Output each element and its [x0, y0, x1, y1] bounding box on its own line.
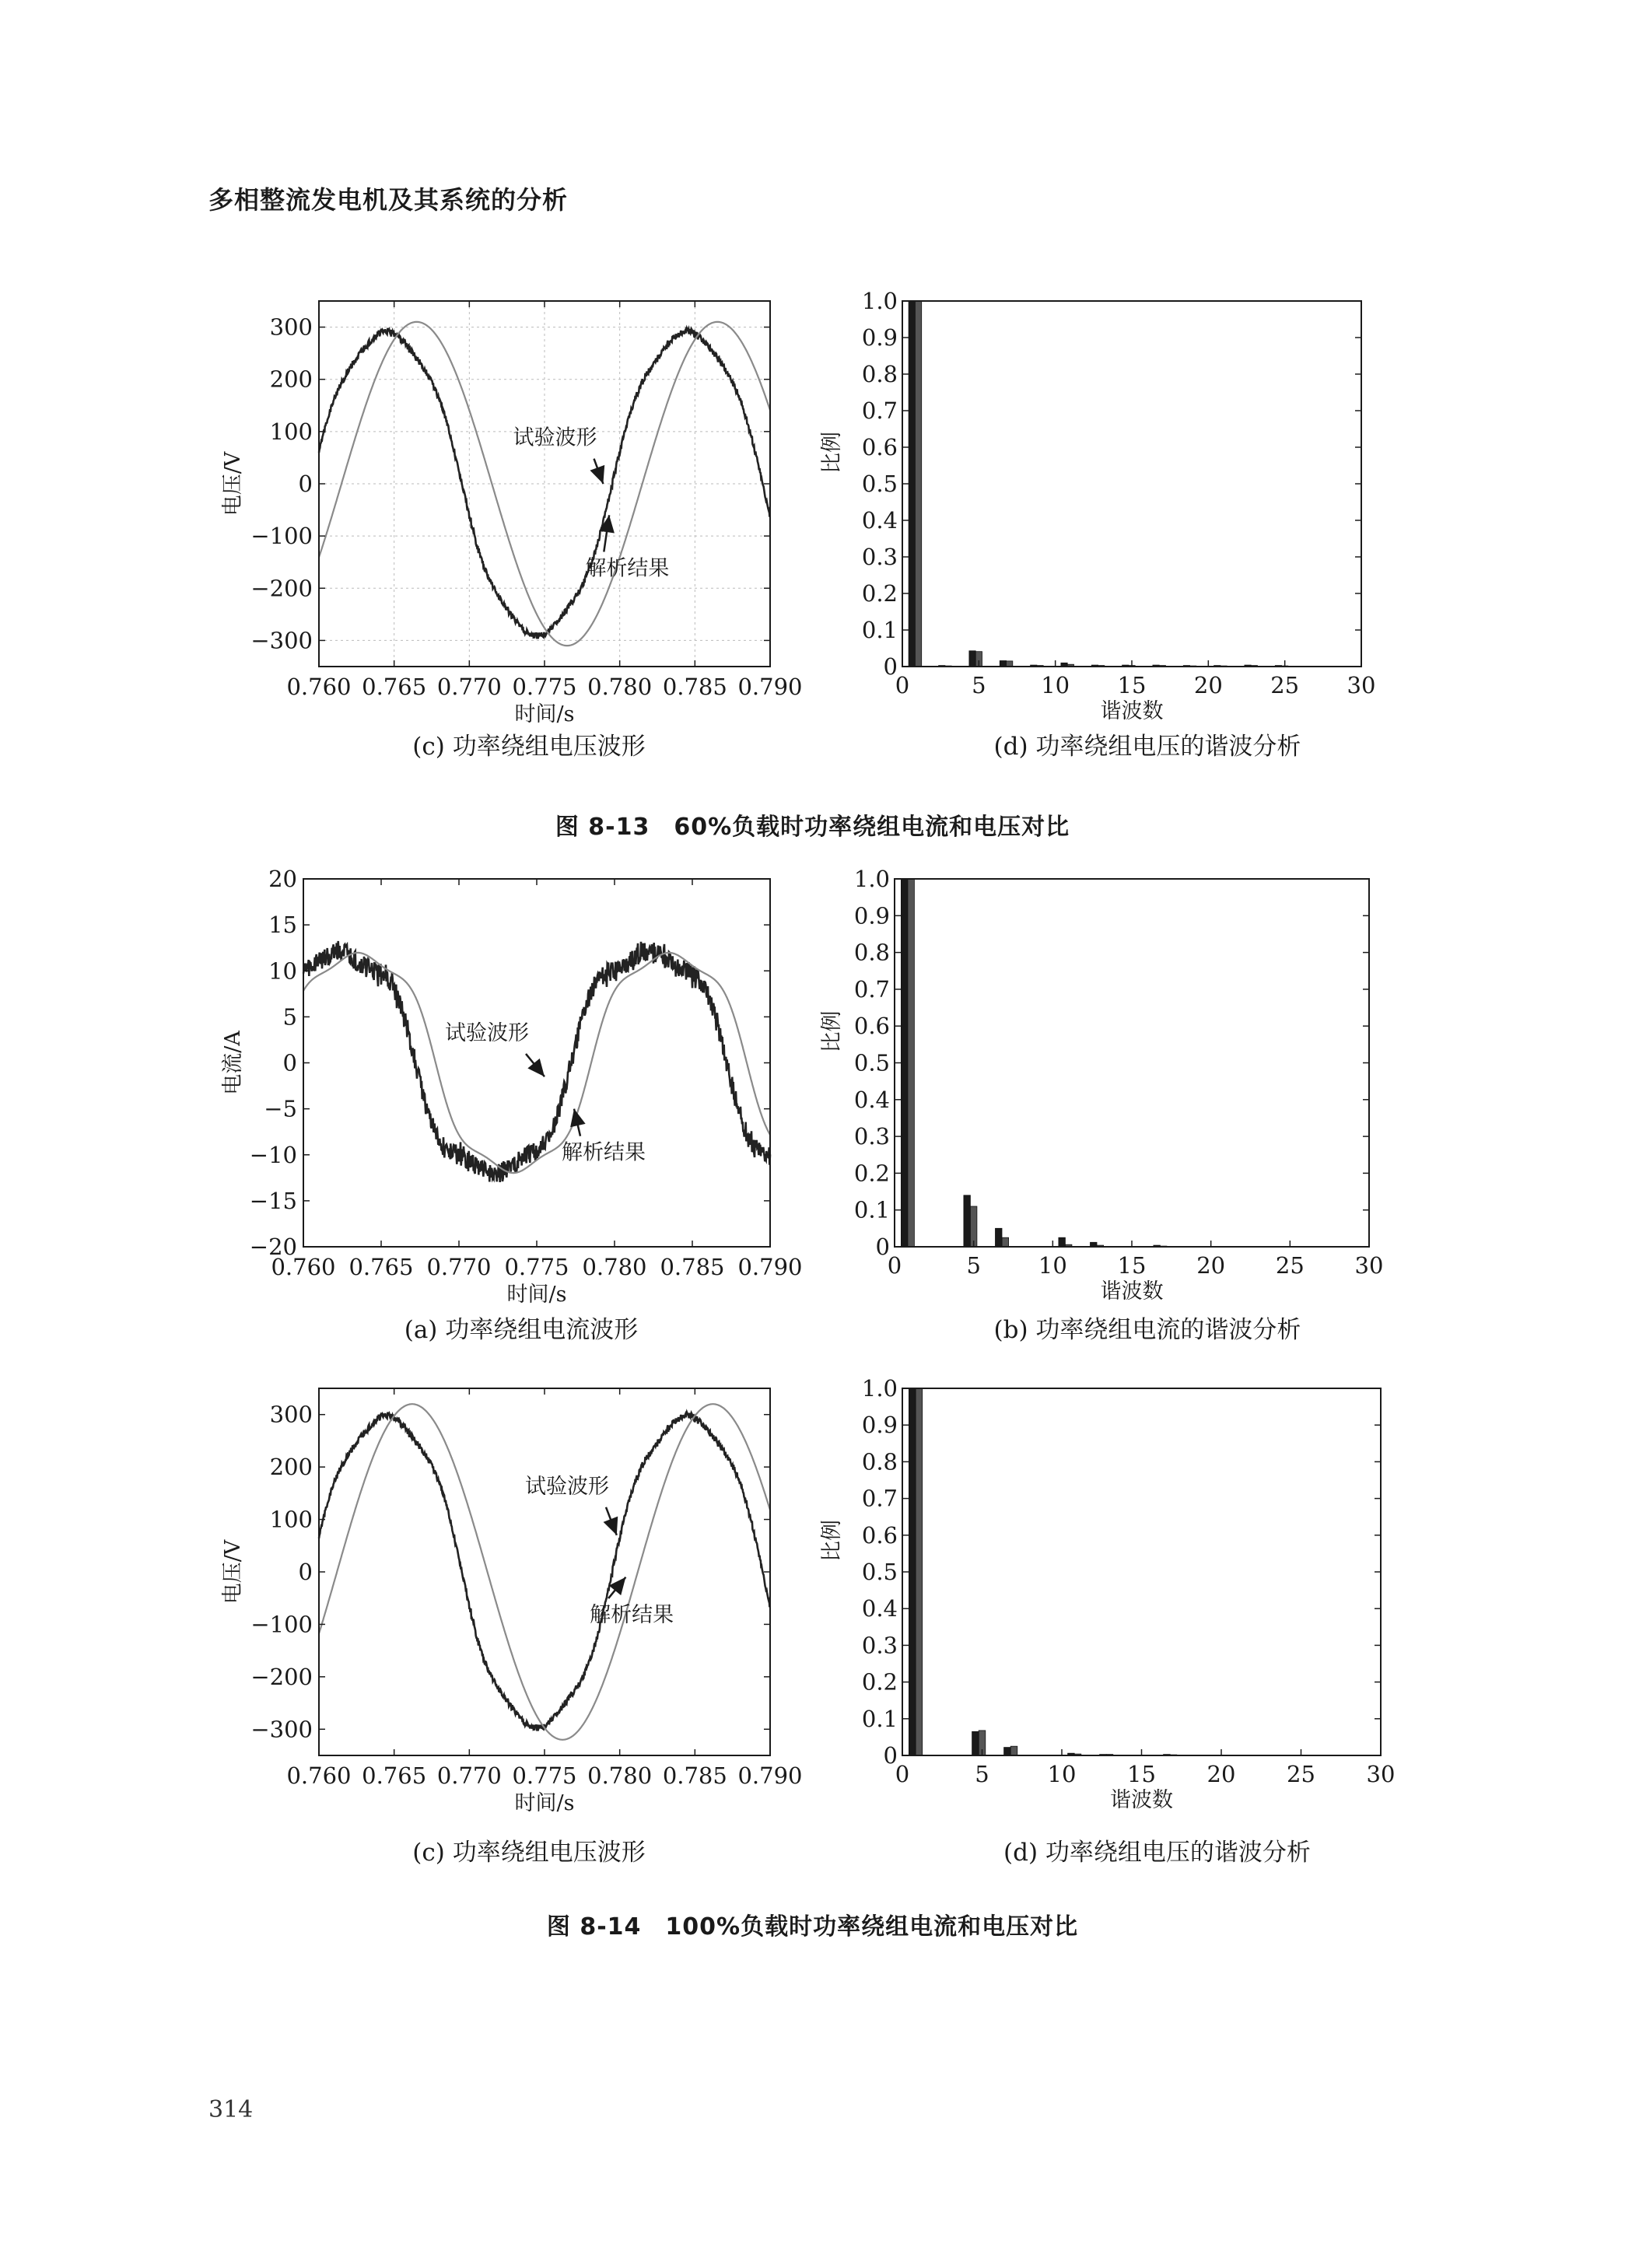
y-tick-label: 0.4	[861, 507, 898, 534]
y-tick-label: 200	[269, 1454, 313, 1481]
annotation-label: 解析结果	[562, 1140, 646, 1165]
y-tick-label: 0.8	[861, 1448, 898, 1475]
y-tick-label: 0.2	[861, 580, 898, 607]
bar-h5-experimental	[969, 651, 975, 667]
y-tick-label: −10	[249, 1141, 297, 1168]
y-tick-label: 300	[269, 313, 313, 341]
y-tick-label: 0.7	[861, 397, 898, 424]
bar-h7-analytical	[1010, 1746, 1017, 1755]
annotation-label: 试验波形	[525, 1474, 609, 1499]
y-tick-label: 0.4	[853, 1086, 890, 1113]
y-tick-label: −100	[250, 1611, 313, 1638]
annotation-label: 试验波形	[445, 1020, 529, 1045]
subfigure-caption: (c) 功率绕组电压波形	[412, 1839, 646, 1867]
x-tick-label: 0.790	[737, 1762, 803, 1789]
y-tick-label: 300	[269, 1401, 313, 1428]
y-axis-label: 比例	[820, 1010, 844, 1053]
y-tick-label: 0.5	[861, 1559, 898, 1585]
x-tick-label: 25	[1270, 672, 1300, 698]
series-line-analytical	[319, 1404, 770, 1740]
y-tick-label: 0.9	[853, 902, 890, 929]
x-tick-label: 5	[972, 672, 986, 698]
y-tick-label: 0.1	[861, 617, 898, 643]
subfigure-caption: (a) 功率绕组电流波形	[404, 1316, 639, 1344]
y-tick-label: 0	[883, 653, 898, 680]
x-tick-label: 0	[895, 672, 910, 698]
y-tick-label: 0.8	[853, 939, 890, 966]
x-tick-label: 15	[1117, 1252, 1147, 1279]
x-tick-label: 0.770	[426, 1254, 492, 1280]
x-tick-label: 0.780	[582, 1254, 647, 1280]
x-axis-label: 时间/s	[514, 1791, 575, 1815]
y-tick-label: 0.4	[861, 1595, 898, 1622]
plot-frame	[895, 879, 1369, 1247]
y-tick-label: −5	[264, 1095, 297, 1122]
y-tick-label: −100	[250, 523, 313, 550]
annotation-label: 试验波形	[513, 425, 597, 450]
annotation-label: 解析结果	[590, 1603, 674, 1628]
plot-area	[221, 301, 803, 726]
subfigure-caption: (d) 功率绕组电压的谐波分析	[993, 733, 1301, 761]
y-tick-label: 0.3	[861, 1632, 898, 1659]
y-axis-label: 比例	[820, 432, 844, 474]
x-tick-label: 25	[1275, 1252, 1305, 1279]
figure-8-13-caption: 图 8-13 60%负载时功率绕组电流和电压对比	[555, 814, 1070, 841]
x-tick-label: 0	[895, 1761, 910, 1787]
x-tick-label: 10	[1047, 1761, 1077, 1787]
bar-h1-experimental	[901, 879, 908, 1247]
annotation-arrow-head	[604, 1517, 618, 1535]
y-tick-label: 0.9	[861, 1412, 898, 1439]
y-tick-label: 0.5	[861, 471, 898, 497]
y-axis-label: 电压/V	[221, 451, 245, 516]
y-tick-label: 0	[282, 1049, 297, 1076]
x-tick-label: 5	[966, 1252, 981, 1279]
plot-frame	[902, 1388, 1381, 1755]
y-tick-label: 1.0	[861, 1375, 898, 1402]
y-tick-label: 0.6	[861, 434, 898, 460]
y-tick-label: 100	[269, 1506, 313, 1533]
x-tick-label: 10	[1041, 672, 1070, 698]
x-tick-label: 0.770	[436, 1762, 502, 1789]
x-tick-label: 20	[1206, 1761, 1236, 1787]
x-tick-label: 0	[887, 1252, 902, 1279]
x-tick-label: 0.765	[362, 674, 427, 700]
x-tick-label: 0.760	[286, 674, 352, 700]
x-tick-label: 0.765	[348, 1254, 414, 1280]
y-tick-label: −200	[250, 575, 313, 602]
figure-8-14c-voltage-waveform-chart	[218, 1381, 825, 1874]
bar-h7-experimental	[996, 1228, 1003, 1247]
bar-h1-analytical	[915, 301, 921, 667]
bar-h1-analytical	[916, 1388, 923, 1755]
plot-area	[221, 1388, 803, 1815]
x-tick-label: 0.790	[737, 674, 803, 700]
y-tick-label: 0	[875, 1234, 890, 1260]
annotation-label: 解析结果	[585, 556, 670, 581]
y-tick-label: −200	[250, 1663, 313, 1690]
bar-h1-experimental	[909, 1388, 916, 1755]
bar-h7-experimental	[1000, 661, 1006, 667]
x-axis-label: 谐波数	[1110, 1788, 1173, 1812]
x-tick-label: 0.780	[587, 674, 653, 700]
y-tick-label: 0.6	[853, 1013, 890, 1040]
y-axis-label: 电流/A	[221, 1031, 245, 1095]
y-axis-label: 电压/V	[221, 1539, 245, 1605]
plot-area	[820, 288, 1375, 723]
plot-frame	[902, 301, 1361, 667]
figure-8-14b-current-harmonic-chart	[820, 866, 1439, 1353]
x-tick-label: 0.785	[662, 674, 727, 700]
x-axis-label: 谐波数	[1100, 699, 1164, 723]
subfigure-caption: (c) 功率绕组电压波形	[412, 733, 646, 761]
x-tick-label: 30	[1354, 1252, 1384, 1279]
series-line-experimental	[319, 1412, 770, 1731]
x-tick-label: 0.760	[286, 1762, 352, 1789]
x-axis-label: 谐波数	[1100, 1279, 1164, 1304]
y-axis-label: 比例	[820, 1520, 844, 1562]
x-tick-label: 0.775	[512, 674, 577, 700]
x-tick-label: 0.760	[271, 1254, 336, 1280]
y-tick-label: 5	[282, 1003, 297, 1031]
y-tick-label: 0	[298, 471, 313, 497]
y-tick-label: 20	[268, 866, 297, 892]
y-tick-label: 0	[298, 1559, 313, 1585]
figure-8-14a-current-waveform-chart	[218, 866, 825, 1353]
y-tick-label: −20	[249, 1234, 297, 1260]
y-tick-label: 0.2	[861, 1668, 898, 1696]
x-tick-label: 30	[1347, 672, 1376, 698]
y-tick-label: 0.3	[861, 544, 898, 570]
figure-8-13d-voltage-harmonic-chart	[820, 288, 1439, 770]
x-tick-label: 5	[975, 1761, 989, 1787]
y-tick-label: 200	[269, 366, 313, 393]
annotation-arrow-head	[599, 515, 615, 533]
bar-h7-analytical	[1002, 1237, 1009, 1247]
x-tick-label: 25	[1287, 1761, 1315, 1787]
x-tick-label: 20	[1196, 1252, 1226, 1279]
y-tick-label: 10	[268, 957, 297, 985]
subfigure-caption: (d) 功率绕组电压的谐波分析	[1003, 1839, 1311, 1867]
y-tick-label: 0	[883, 1742, 898, 1769]
x-tick-label: 0.785	[662, 1762, 727, 1789]
page-number: 314	[208, 2096, 254, 2123]
bar-h1-analytical	[908, 879, 915, 1247]
x-tick-label: 15	[1117, 672, 1147, 698]
x-tick-label: 30	[1366, 1761, 1396, 1787]
y-tick-label: 15	[268, 912, 297, 939]
x-tick-label: 15	[1127, 1761, 1156, 1787]
annotation-arrow-head	[590, 465, 604, 484]
x-tick-label: 0.765	[362, 1762, 427, 1789]
bar-h7-analytical	[1007, 661, 1013, 667]
y-tick-label: 1.0	[853, 866, 890, 892]
running-head: 多相整流发电机及其系统的分析	[208, 185, 569, 215]
y-tick-label: −15	[249, 1187, 297, 1214]
y-tick-label: 0.3	[853, 1123, 890, 1150]
x-tick-label: 0.775	[512, 1762, 577, 1789]
y-tick-label: 0.2	[853, 1160, 890, 1187]
x-tick-label: 0.775	[504, 1254, 569, 1280]
bar-h1-experimental	[909, 301, 915, 667]
x-axis-label: 时间/s	[514, 702, 575, 726]
plot-area	[820, 1375, 1395, 1812]
y-tick-label: 0.7	[853, 975, 890, 1003]
y-tick-label: 0.1	[861, 1705, 898, 1732]
bar-h5-experimental	[972, 1731, 979, 1755]
y-tick-label: 0.5	[853, 1049, 890, 1076]
y-tick-label: 1.0	[861, 288, 898, 314]
subfigure-caption: (b) 功率绕组电流的谐波分析	[993, 1316, 1301, 1344]
annotation-arrow-head	[527, 1059, 545, 1076]
figure-8-14d-voltage-harmonic-chart	[820, 1375, 1439, 1874]
y-tick-label: 0.1	[853, 1196, 890, 1223]
y-tick-label: 100	[269, 418, 313, 445]
bar-h11-experimental	[1059, 1237, 1066, 1247]
x-tick-label: 20	[1193, 672, 1223, 698]
y-tick-label: 0.8	[861, 361, 898, 387]
figure-8-14-caption: 图 8-14 100%负载时功率绕组电流和电压对比	[546, 1913, 1079, 1941]
y-tick-label: 0.9	[861, 324, 898, 351]
bar-h5-experimental	[964, 1195, 971, 1247]
x-tick-label: 0.785	[660, 1254, 725, 1280]
plot-area	[820, 866, 1383, 1304]
y-tick-label: 0.7	[861, 1485, 898, 1512]
figure-8-13c-voltage-waveform-chart	[218, 292, 825, 770]
x-tick-label: 0.780	[587, 1762, 653, 1789]
x-tick-label: 10	[1038, 1252, 1067, 1279]
x-tick-label: 0.770	[436, 674, 502, 700]
x-tick-label: 0.790	[737, 1254, 803, 1280]
y-tick-label: −300	[250, 1716, 313, 1743]
bar-h7-experimental	[1004, 1748, 1011, 1755]
plot-frame	[319, 1388, 770, 1755]
y-tick-label: 0.6	[861, 1521, 898, 1549]
plot-area	[221, 866, 803, 1307]
y-tick-label: −300	[250, 627, 313, 654]
x-axis-label: 时间/s	[506, 1283, 567, 1307]
